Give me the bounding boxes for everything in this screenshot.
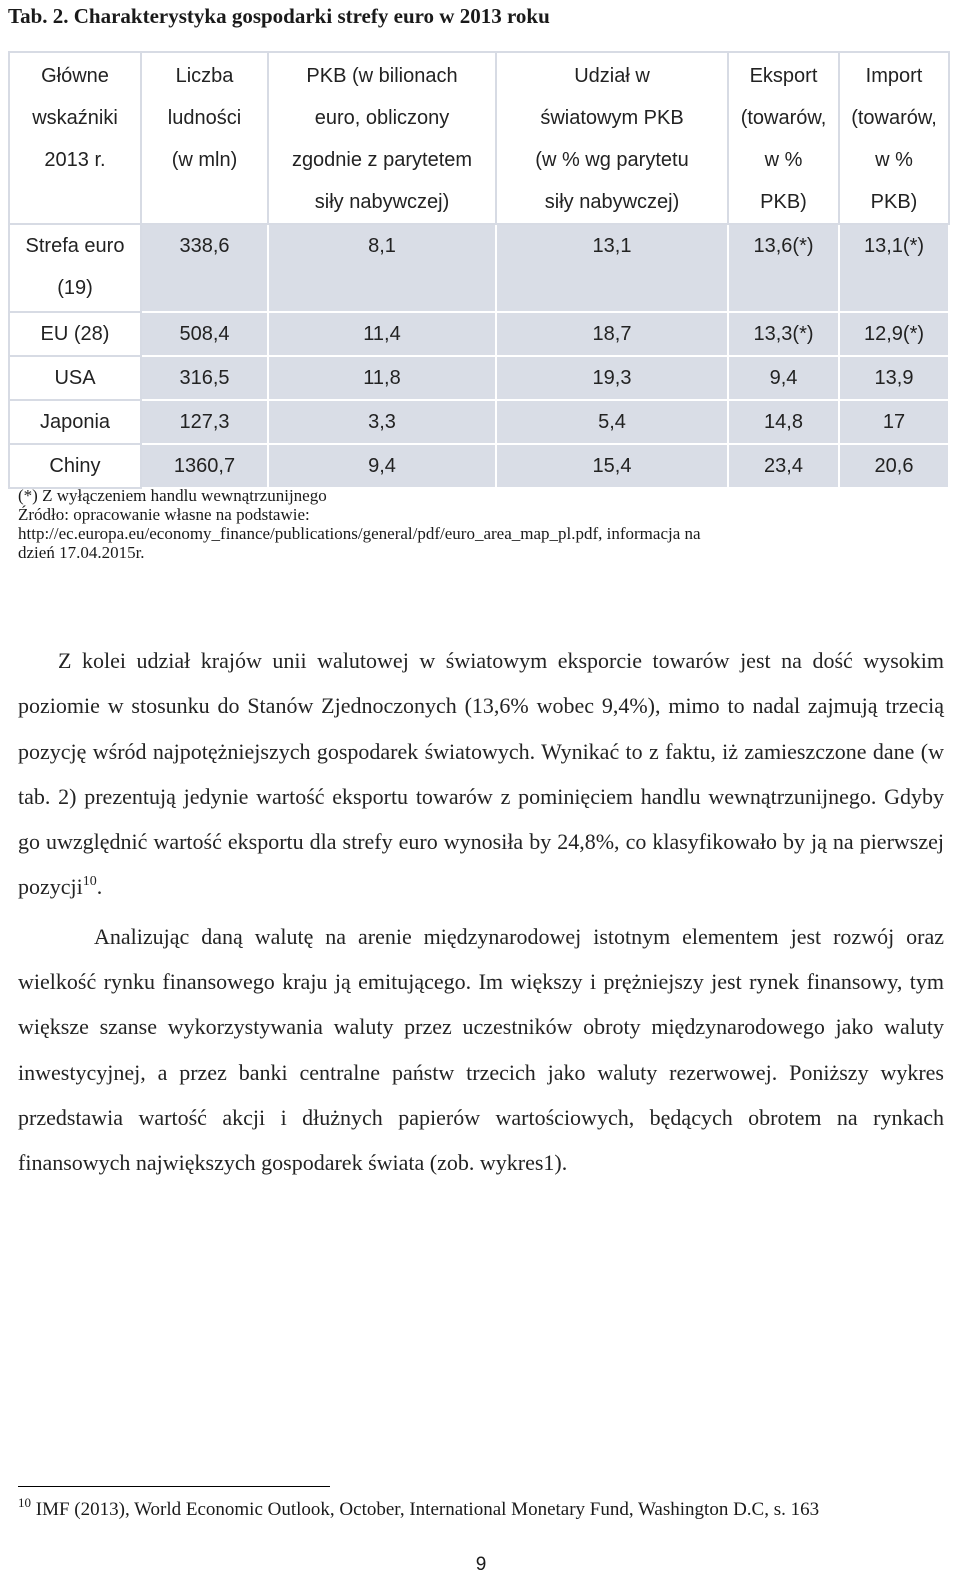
cell-world-share: 18,7 bbox=[496, 312, 728, 356]
table-row bbox=[9, 224, 949, 312]
header-world-gdp-share: Udział w światowym PKB (w % wg parytetu siły nabywczej) bbox=[496, 52, 728, 224]
paragraph: Z kolei udział krajów unii walutowej w światowym eksporcie towarów jest na dość wysokim poziomie w stosunku do Stanów Zjednoczonych (13,6% wobec 9,4%), mimo to nadal zajmują trzecią pozycję wśród najpotężniejszych gospodarek światowych. Wynikać to z faktu, iż zamieszczone dane (w tab. 2) prezentują jedynie wartość eksportu towarów z pominięciem handlu wewnątrzunijnego. Gdyby go uwzględnić wartość eksportu dla strefy euro wynosiła by 24,8%, co klasyfikowało by ją na pierwszej pozycji$^{10}$. bbox=[18, 648, 944, 900]
header-gdp: PKB (w bilionach euro, obliczony zgodnie z parytetem siły nabywczej) bbox=[268, 52, 496, 224]
footnote-separator bbox=[18, 1486, 330, 1487]
table-row bbox=[9, 312, 949, 356]
cell-export: 23,4 bbox=[728, 444, 839, 488]
row-label: Strefa euro (19) bbox=[9, 224, 141, 312]
cell-gdp: 11,8 bbox=[268, 356, 496, 400]
cell-world-share: 13,1 bbox=[496, 224, 728, 312]
row-label: USA bbox=[9, 356, 141, 400]
cell-import: 13,9 bbox=[839, 356, 949, 400]
cell-export: 9,4 bbox=[728, 356, 839, 400]
header-main-indicators: Główne wskaźniki 2013 r. bbox=[9, 52, 141, 224]
row-label: EU (28) bbox=[9, 312, 141, 356]
cell-export: 13,6(*) bbox=[728, 224, 839, 312]
page-number: 9 bbox=[475, 1554, 487, 1575]
cell-import: 20,6 bbox=[839, 444, 949, 488]
cell-gdp: 9,4 bbox=[268, 444, 496, 488]
table-row bbox=[9, 400, 949, 444]
cell-gdp: 11,4 bbox=[268, 312, 496, 356]
economy-table bbox=[8, 51, 950, 489]
cell-world-share: 15,4 bbox=[496, 444, 728, 488]
cell-population: 1360,7 bbox=[141, 444, 268, 488]
cell-import: 17 bbox=[839, 400, 949, 444]
cell-population: 316,5 bbox=[141, 356, 268, 400]
paragraph: Analizując daną walutę na arenie międzynarodowej istotnym elementem jest rozwój oraz wielkość rynku finansowego kraju ją emitującego. Im większy i prężniejszy jest rynek finansowy, tym większe szanse wykorzystywania waluty przez uczestników obroty międzynarodowego jako waluty inwestycyjnej, a przez banki centralne państw trzecich jako waluty rezerwowej. Poniższy wykres przedstawia wartość akcji i dłużnych papierów wartościowych, będących obrotem na rynkach finansowych największych gospodarek świata (zob. wykres1). bbox=[18, 923, 944, 1176]
cell-world-share: 19,3 bbox=[496, 356, 728, 400]
table-row bbox=[9, 356, 949, 400]
cell-import: 12,9(*) bbox=[839, 312, 949, 356]
cell-gdp: 3,3 bbox=[268, 400, 496, 444]
cell-world-share: 5,4 bbox=[496, 400, 728, 444]
header-export: Eksport (towarów, w % PKB) bbox=[728, 52, 839, 224]
table-row bbox=[9, 444, 949, 488]
footnote-number: 10 bbox=[18, 1495, 31, 1510]
source-date: dzień 17.04.2015r. bbox=[18, 543, 145, 562]
row-label: Japonia bbox=[9, 400, 141, 444]
body-text bbox=[18, 638, 944, 1186]
source-label: Źródło: opracowanie własne na podstawie: bbox=[18, 505, 310, 524]
footnote-reference: 10 bbox=[82, 874, 97, 890]
source-url: http://ec.europa.eu/economy_finance/publications/general/pdf/euro_area_map_pl.pdf, informacja na bbox=[18, 524, 701, 543]
table-header-row bbox=[9, 52, 949, 224]
table-note: (*) Z wyłączeniem handlu wewnątrzunijnego bbox=[18, 486, 327, 505]
table-notes bbox=[18, 486, 938, 562]
row-label: Chiny bbox=[9, 444, 141, 488]
table-caption: Tab. 2. Charakterystyka gospodarki strefy euro w 2013 roku bbox=[8, 4, 550, 28]
cell-export: 14,8 bbox=[728, 400, 839, 444]
cell-population: 508,4 bbox=[141, 312, 268, 356]
cell-export: 13,3(*) bbox=[728, 312, 839, 356]
cell-gdp: 8,1 bbox=[268, 224, 496, 312]
cell-population: 127,3 bbox=[141, 400, 268, 444]
header-population: Liczba ludności (w mln) bbox=[141, 52, 268, 224]
header-import: Import (towarów, w % PKB) bbox=[839, 52, 949, 224]
cell-import: 13,1(*) bbox=[839, 224, 949, 312]
cell-population: 338,6 bbox=[141, 224, 268, 312]
footnote: $^{10}$ IMF (2013), World Economic Outlook, October, International Monetary Fund, Washington D.C, s. 163 bbox=[18, 1495, 820, 1520]
